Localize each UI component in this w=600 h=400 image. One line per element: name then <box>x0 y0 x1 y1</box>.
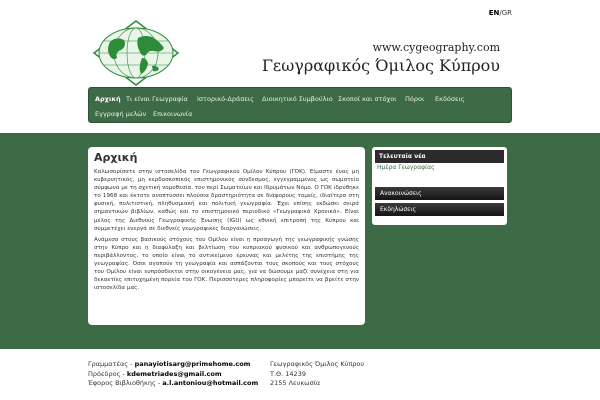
nav-item-board[interactable]: Διοικητικό Συμβούλιο <box>262 95 333 103</box>
org-name: Γεωγραφικός Όμιλος Κύπρου <box>270 360 365 368</box>
announcements-button[interactable]: Ανακοινώσεις <box>375 187 504 200</box>
intro-paragraph: Καλωσορίσατε στην ιστοσελίδα του Γεωγραφικού Ομίλου Κύπρου (ΓΟΚ). Είμαστε ένας μη κυβερνητικός, μη κερδοσκοπικός επιστημονικός σύνδεσμος, εγγεγραμμένος ως σωματείο σύμφωνα με τη σχετική νομοθεσία, τον περί Σωματείων και Ιδρυμάτων Νόμο. Ο ΓΟΚ ιδρύθηκε το 1968 και έκτοτε αναπτύσσει πλούσια δραστηριότητα σε διάφορους τομείς, ιδιαίτερα στη φυσική, πολιτιστική, πληθυσμιακή και πολιτική γεωγραφία. Έχει επίσης εκδώσει σειρά σημαντικών βιβλίων, καθώς και το επιστημονικό περιοδικό «Γεωγραφικά Χρονικά». Είναι μέλος της Διεθνούς Γεωγραφικής Ένωσης (IGU) ως εθνική επιτροπή της Κύπρου και συμμετέχει ενεργά σε διεθνείς γεωγραφικές διοργανώσεις. <box>94 169 359 232</box>
po-box: Τ.Θ. 14239 <box>270 369 306 378</box>
nav-item-what-is-geography[interactable]: Τι είναι Γεωγραφία <box>126 95 188 103</box>
footer-president <box>88 370 258 380</box>
main-nav <box>88 87 512 123</box>
nav-item-resources[interactable]: Πόροι <box>405 95 425 103</box>
nav-item-home[interactable]: Αρχική <box>95 95 121 103</box>
goals-paragraph: Ανάμεσα στους βασικούς στόχους του Ομίλου είναι η προαγωγή της γεωγραφικής γνώσης στην Κύπρο και η διαφύλαξη και βελτίωση του κυπριακού φυσικού και ανθρωπογενούς περιβάλλοντος, το οποίο είναι το αντικείμενο έρευνας και μελέτης της επιστήμης της γεωγραφίας. Όσοι αγαπούν τη γεωγραφία και ασπάζονται τους σκοπούς και τους στόχους του Ομίλου είναι ευπρόσδεκτοι στην οικογένεια μας, για να δώσουμε μαζί συνέχεια στη για δεκαετίες επιτυχημένη πορεία του ΓΟΚ. Περισσότερες πληροφορίες μπορείτε να βρείτε στην ιστοσελίδα μας. <box>94 236 359 292</box>
globe-logo-icon[interactable] <box>92 20 180 86</box>
city: 2155 Λευκωσία <box>270 379 321 387</box>
librarian-label: Έφορος Βιβλιοθήκης - <box>88 379 161 387</box>
footer-secretary <box>88 360 258 370</box>
main-content <box>88 147 365 325</box>
footer-librarian <box>88 379 258 389</box>
sidebar <box>372 147 507 225</box>
president-label: Πρόεδρος - <box>88 369 125 378</box>
nav-item-publications[interactable]: Εκδόσεις <box>435 95 465 103</box>
site-title: Γεωγραφικός Όμιλος Κύπρου <box>261 56 500 75</box>
nav-item-history[interactable]: Ιστορικό-Δράσεις <box>197 95 254 103</box>
events-button[interactable]: Εκδηλώσεις <box>375 203 504 216</box>
secretary-email-link[interactable]: panayiotisarg@primehome.com <box>134 360 251 368</box>
nav-item-contact[interactable]: Επικοινωνία <box>153 110 193 118</box>
nav-item-membership[interactable]: Εγγραφή μελών <box>95 110 147 118</box>
nav-item-goals[interactable]: Σκοποί και στόχοι <box>338 95 397 103</box>
language-switcher <box>489 9 512 17</box>
latest-news-heading: Τελευταία νέα <box>375 150 504 163</box>
librarian-email-link[interactable]: a.l.antoniou@hotmail.com <box>162 379 259 387</box>
lang-en-link[interactable]: EN <box>488 9 500 17</box>
lang-separator: / <box>499 9 502 17</box>
lang-gr-link[interactable]: GR <box>501 9 512 17</box>
president-email-link[interactable]: kdemetriades@gmail.com <box>126 369 222 378</box>
footer-contacts <box>88 360 258 389</box>
site-url: www.cygeography.com <box>372 41 500 54</box>
news-link-geography-day[interactable]: Ημέρα Γεωγραφίας <box>377 164 435 171</box>
secretary-label: Γραμματέας - <box>88 360 133 368</box>
footer-address <box>270 360 364 389</box>
page-title: Αρχική <box>94 151 138 164</box>
